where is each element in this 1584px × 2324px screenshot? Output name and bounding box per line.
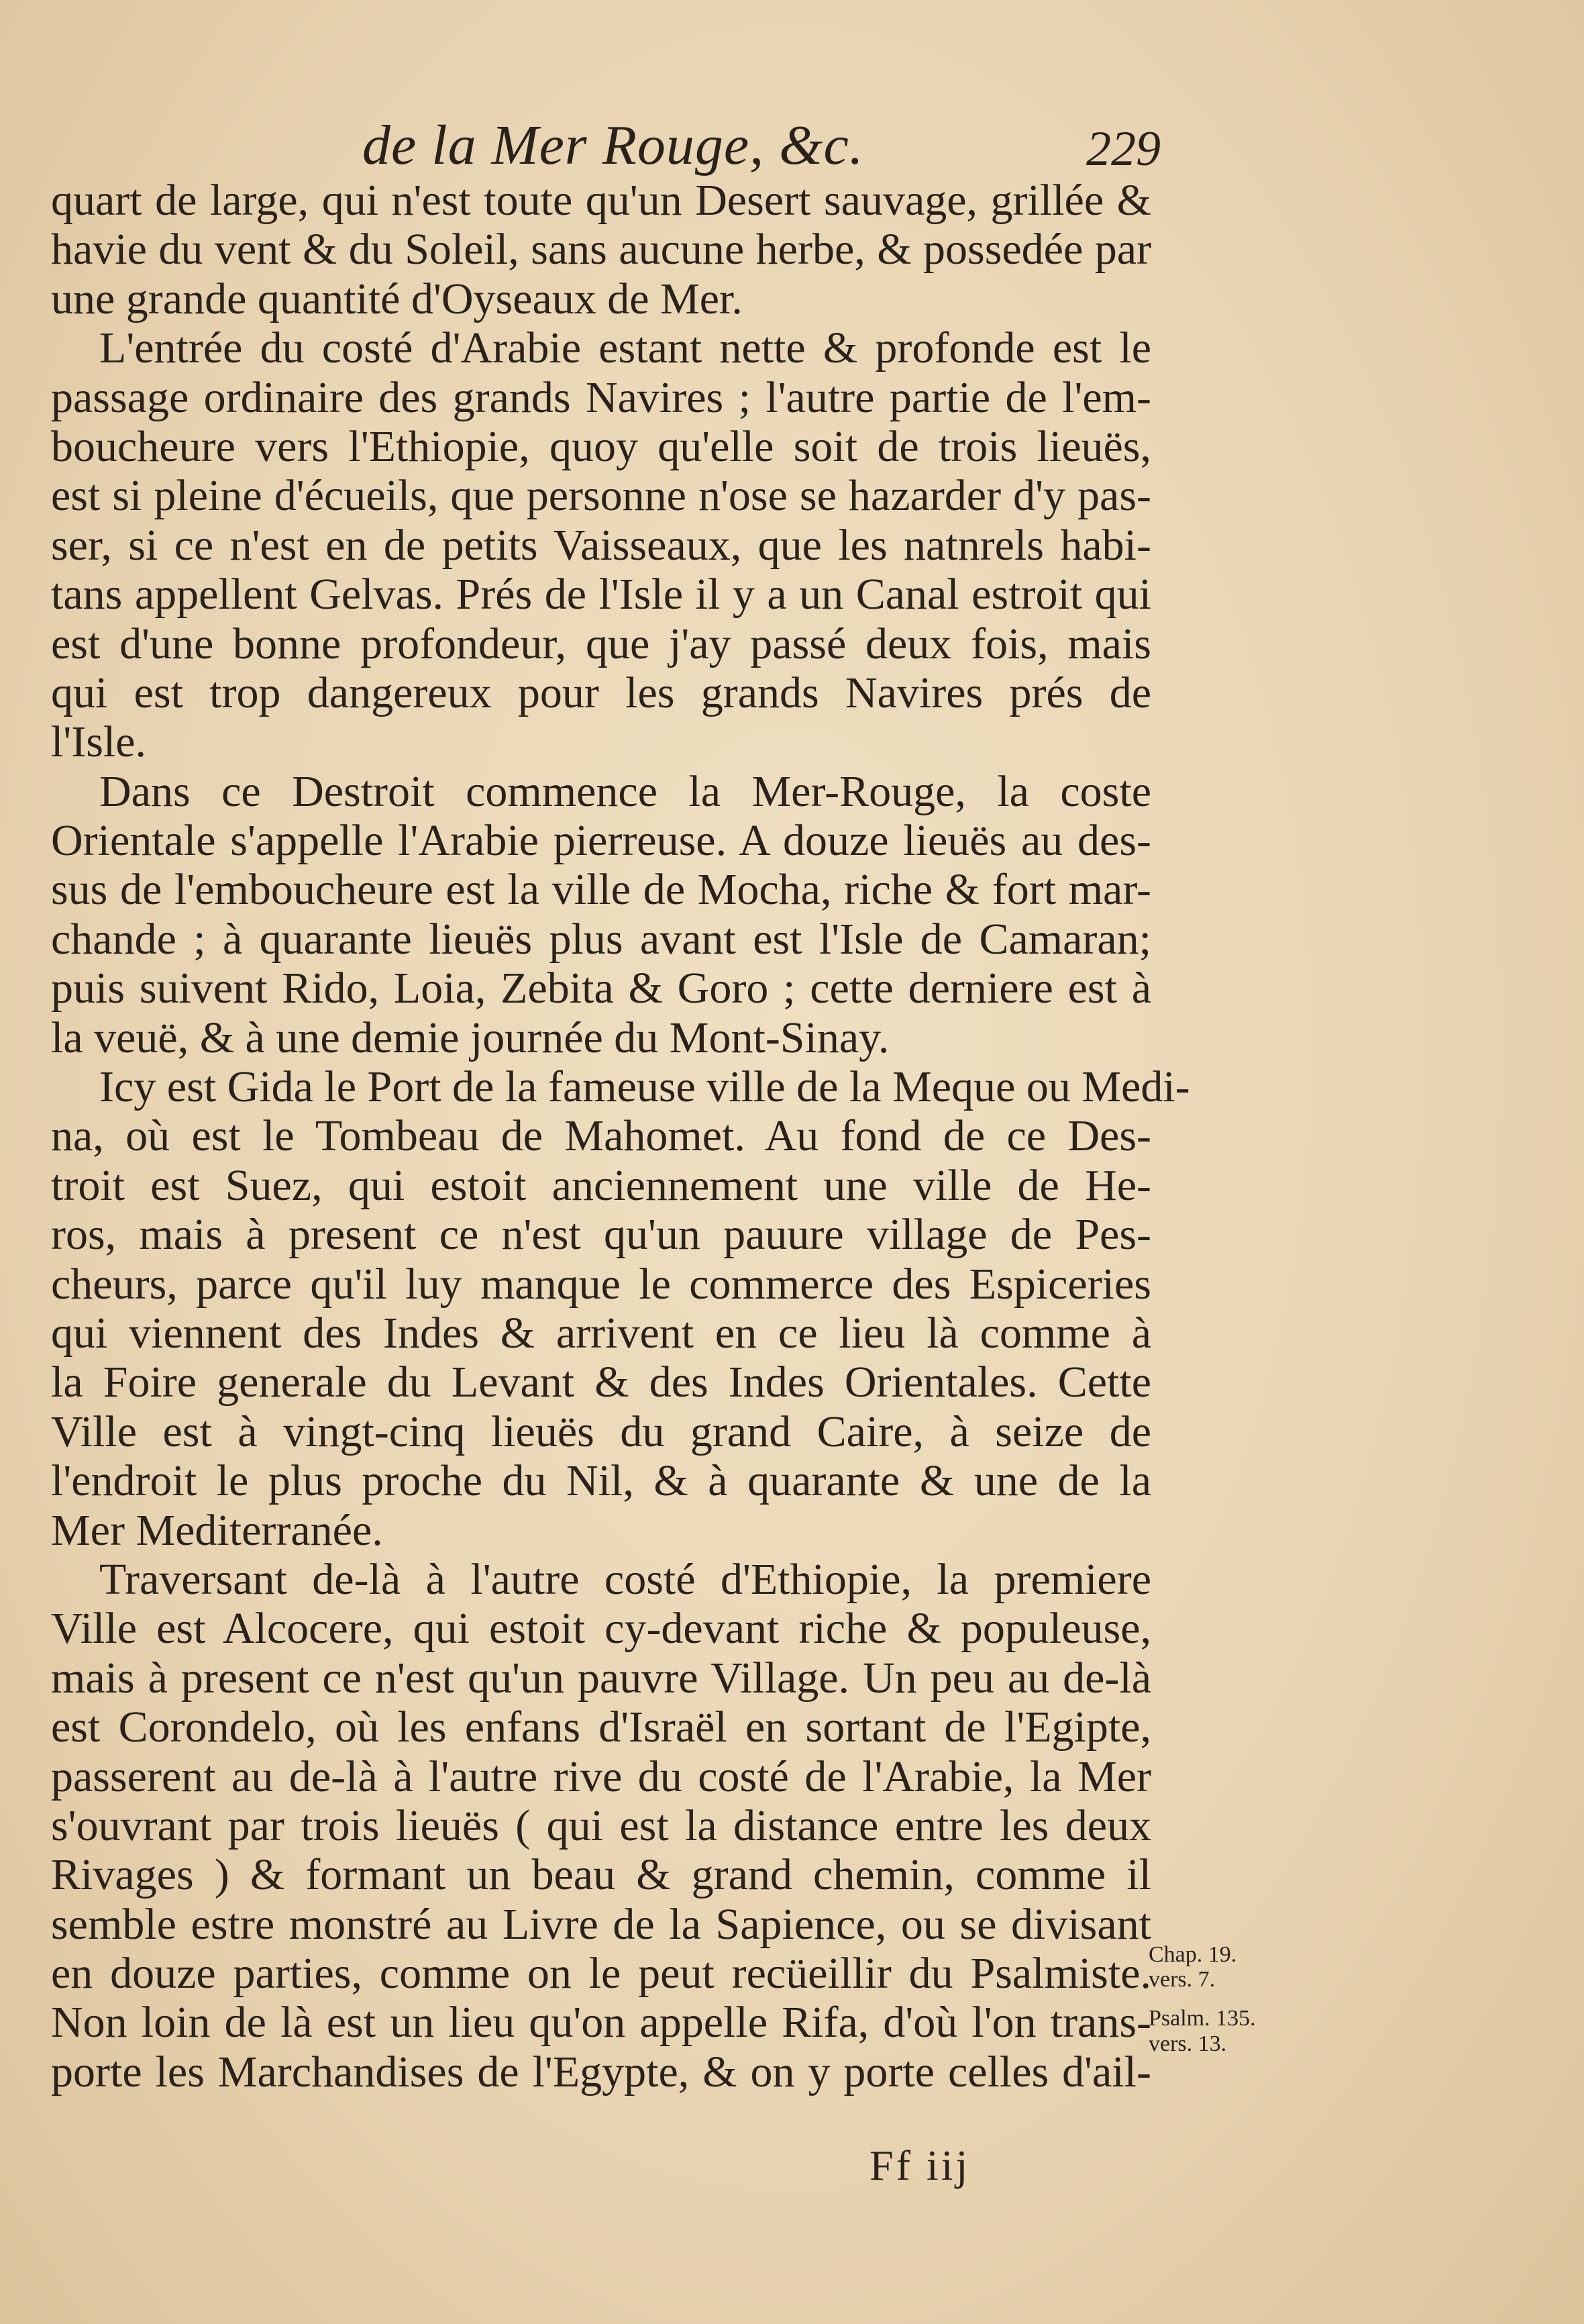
text-line: semble estre monstré au Livre de la Sapience, ou se divisant	[51, 1899, 1151, 1949]
text-line: porte les Marchandises de l'Egypte, & on y porte celles d'ail-	[51, 2047, 1151, 2096]
text-line: qui est trop dangereux pour les grands Navires prés de	[51, 668, 1151, 717]
text-line: qui viennent des Indes & arrivent en ce lieu là comme à	[51, 1308, 1151, 1358]
text-line: passerent au de-là à l'autre rive du costé de l'Arabie, la Mer	[51, 1752, 1151, 1801]
text-line: Ville est Alcocere, qui estoit cy-devant riche & populeuse,	[51, 1604, 1151, 1654]
text-line: havie du vent & du Soleil, sans aucune herbe, & possedée par	[51, 225, 1151, 274]
margin-note: Chap. 19.	[1149, 1942, 1237, 1967]
text-line: l'endroit le plus proche du Nil, & à quarante & une de la	[51, 1456, 1151, 1506]
text-line: Ville est à vingt-cinq lieuës du grand Caire, à seize de	[51, 1407, 1151, 1456]
text-line: Rivages ) & formant un beau & grand chemin, comme il	[51, 1850, 1151, 1900]
text-line: est Corondelo, où les enfans d'Israël en sortant de l'Egipte,	[51, 1703, 1151, 1752]
text-line: mais à present ce n'est qu'un pauvre Village. Un peu au de-là	[51, 1653, 1151, 1703]
text-line: passage ordinaire des grands Navires ; l'autre partie de l'em-	[51, 372, 1151, 422]
text-line: boucheure vers l'Ethiopie, quoy qu'elle soit de trois lieuës,	[51, 421, 1151, 471]
text-line: est d'une bonne profondeur, que j'ay passé deux fois, mais	[51, 619, 1151, 668]
text-line: ser, si ce n'est en de petits Vaisseaux, que les natnrels habi-	[51, 520, 1151, 570]
text-line: l'Isle.	[51, 717, 147, 767]
text-line: la Foire generale du Levant & des Indes Orientales. Cette	[51, 1358, 1151, 1407]
text-line: na, où est le Tombeau de Mahomet. Au fond de ce Des-	[51, 1111, 1151, 1161]
text-line: Mer Mediterranée.	[51, 1505, 383, 1555]
text-line: troit est Suez, qui estoit anciennement une ville de He-	[51, 1160, 1151, 1210]
text-line: la veuë, & à une demie journée du Mont-Sinay.	[51, 1013, 890, 1062]
margin-note: Psalm. 135.	[1149, 2006, 1256, 2031]
text-line: s'ouvrant par trois lieuës ( qui est la distance entre les deux	[51, 1801, 1151, 1850]
text-line: chande ; à quarante lieuës plus avant est l'Isle de Camaran;	[51, 914, 1151, 964]
text-line: Traversant de-là à l'autre costé d'Ethiopie, la premiere	[99, 1554, 1151, 1604]
text-line: puis suivent Rido, Loia, Zebita & Goro ; cette derniere est à	[51, 964, 1151, 1013]
text-line: Non loin de là est un lieu qu'on appelle Rifa, d'où l'on trans-	[51, 1998, 1151, 2048]
text-line: est si pleine d'écueils, que personne n'ose se hazarder d'y pas-	[51, 471, 1151, 521]
signature-mark: Ff iij	[869, 2141, 971, 2189]
text-line: cheurs, parce qu'il luy manque le commerce des Espiceries	[51, 1259, 1151, 1309]
running-title: de la Mer Rouge, &c.	[362, 114, 864, 176]
page-number: 229	[1086, 121, 1161, 176]
text-line: Orientale s'appelle l'Arabie pierreuse. A douze lieuës au des-	[51, 816, 1151, 866]
text-line: tans appellent Gelvas. Prés de l'Isle il y a un Canal estroit qui	[51, 570, 1151, 619]
text-line: sus de l'embouchеure est la ville de Mocha, riche & fort mar-	[51, 865, 1151, 915]
margin-note: vers. 13.	[1149, 2031, 1227, 2056]
text-line: L'entrée du costé d'Arabie estant nette & profonde est le	[99, 323, 1151, 373]
text-line: Icy est Gida le Port de la fameuse ville de la Meque ou Medi-	[99, 1062, 1190, 1112]
margin-note: vers. 7.	[1149, 1967, 1216, 1992]
text-line: une grande quantité d'Oyseaux de Mer.	[51, 274, 743, 323]
text-line: ros, mais à present ce n'est qu'un pauure village de Pes-	[51, 1210, 1151, 1260]
text-line: Dans ce Destroit commence la Mer-Rouge, la coste	[99, 766, 1151, 816]
text-line: quart de large, qui n'est toute qu'un Desert sauvage, grillée &	[51, 176, 1151, 225]
text-line: en douze parties, comme on le peut recüeillir du Psalmiste.	[51, 1949, 1151, 1999]
